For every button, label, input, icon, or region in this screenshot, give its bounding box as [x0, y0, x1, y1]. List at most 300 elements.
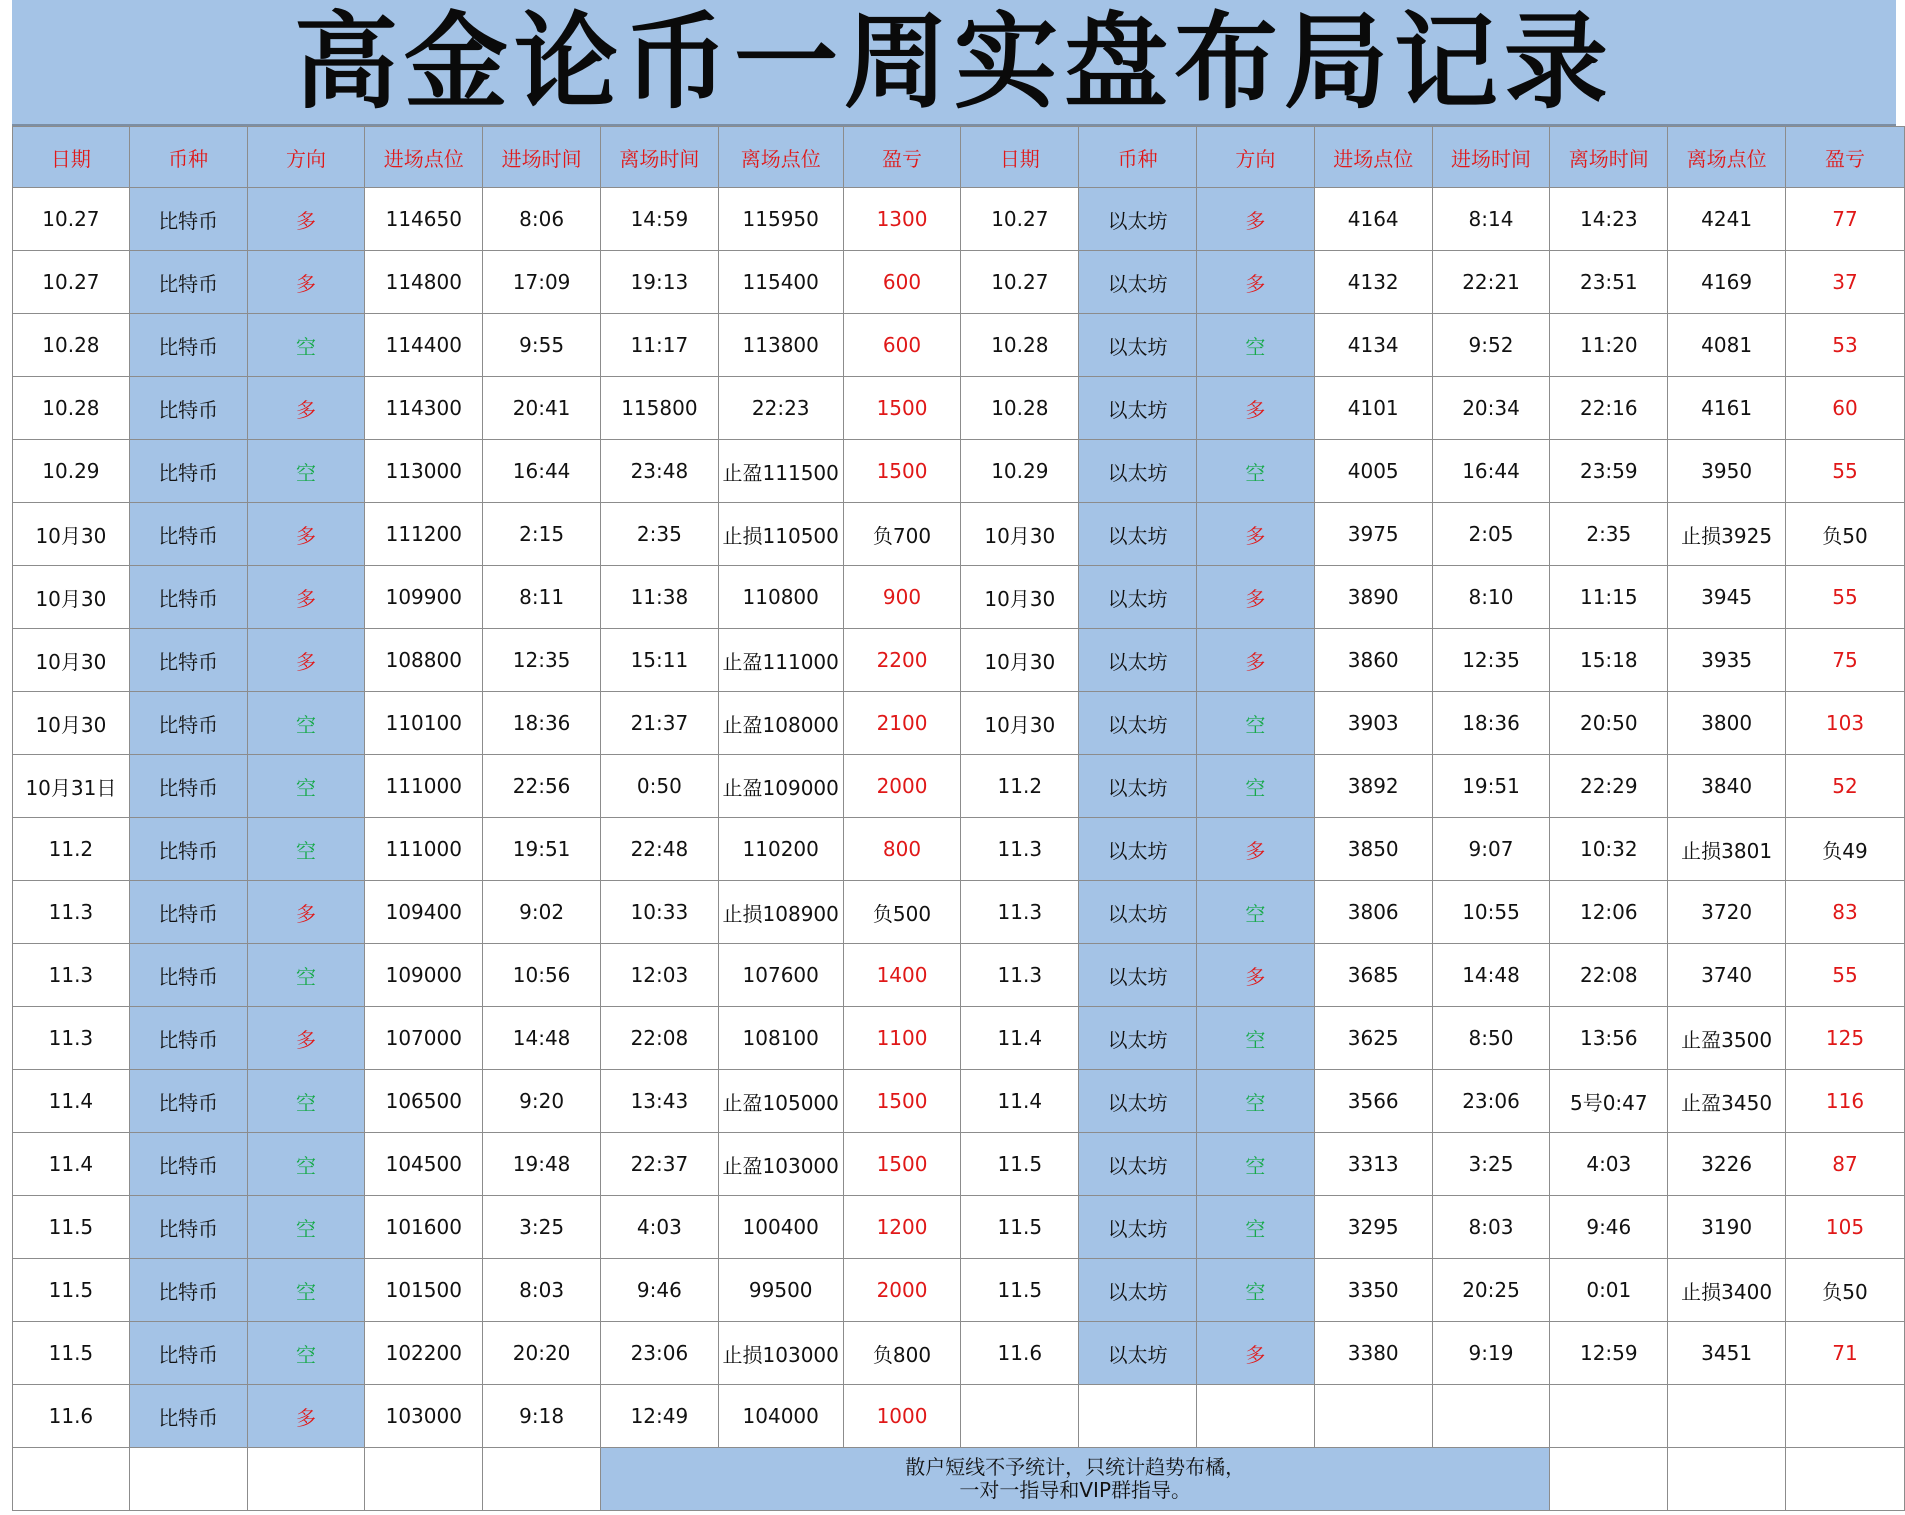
- eth-coin-cell: 以太坊: [1079, 1196, 1197, 1259]
- note-row: [13, 1448, 1905, 1511]
- eth-date-cell: 11.5: [961, 1133, 1079, 1196]
- eth-pnl-cell: 负50: [1786, 1259, 1905, 1322]
- eth-exit-price-cell: 3800: [1668, 692, 1786, 755]
- btc-header-date: 日期: [13, 127, 130, 188]
- btc-pnl-cell: 1500: [843, 440, 961, 503]
- btc-direction-cell: 空: [247, 755, 365, 818]
- btc-date-cell: 10.27: [13, 188, 130, 251]
- btc-exit-price-cell: 止损108900: [718, 881, 843, 944]
- eth-direction-cell: 多: [1197, 944, 1315, 1007]
- eth-exit-price-cell: 止损3925: [1668, 503, 1786, 566]
- eth-coin-cell: 以太坊: [1079, 629, 1197, 692]
- empty-cell: [1786, 1385, 1905, 1448]
- eth-exit-time-cell: 4:03: [1550, 1133, 1668, 1196]
- btc-direction-cell: 空: [247, 314, 365, 377]
- btc-exit-time-cell: 23:06: [600, 1322, 718, 1385]
- eth-direction-cell: 空: [1197, 755, 1315, 818]
- btc-entry-price-cell: 109900: [365, 566, 483, 629]
- eth-direction-cell: 空: [1197, 1070, 1315, 1133]
- btc-pnl-cell: 1500: [843, 377, 961, 440]
- eth-direction-cell: 多: [1197, 377, 1315, 440]
- eth-date-cell: 11.3: [961, 818, 1079, 881]
- eth-entry-price-cell: 4101: [1314, 377, 1432, 440]
- btc-exit-time-cell: 22:48: [600, 818, 718, 881]
- btc-exit-price-cell: 107600: [718, 944, 843, 1007]
- btc-coin-cell: 比特币: [129, 377, 247, 440]
- eth-exit-price-cell: 3740: [1668, 944, 1786, 1007]
- eth-date-cell: 10月30: [961, 566, 1079, 629]
- eth-direction-cell: 多: [1197, 1322, 1315, 1385]
- eth-entry-time-cell: 16:44: [1432, 440, 1550, 503]
- eth-entry-price-cell: 3350: [1314, 1259, 1432, 1322]
- btc-pnl-cell: 600: [843, 314, 961, 377]
- btc-exit-price-cell: 99500: [718, 1259, 843, 1322]
- eth-pnl-cell: 83: [1786, 881, 1905, 944]
- eth-pnl-cell: 103: [1786, 692, 1905, 755]
- btc-exit-time-cell: 22:08: [600, 1007, 718, 1070]
- eth-pnl-cell: 71: [1786, 1322, 1905, 1385]
- btc-exit-price-cell: 止盈111500: [718, 440, 843, 503]
- eth-date-cell: 11.5: [961, 1196, 1079, 1259]
- eth-date-cell: 10月30: [961, 692, 1079, 755]
- summary-note: [600, 1448, 1549, 1511]
- btc-entry-time-cell: 8:03: [483, 1259, 601, 1322]
- eth-entry-time-cell: 8:50: [1432, 1007, 1550, 1070]
- eth-pnl-cell: 55: [1786, 944, 1905, 1007]
- eth-pnl-cell: 87: [1786, 1133, 1905, 1196]
- btc-entry-time-cell: 14:48: [483, 1007, 601, 1070]
- eth-exit-time-cell: 12:06: [1550, 881, 1668, 944]
- note-line: 一对一指导和VIP群指导。: [959, 1478, 1192, 1502]
- btc-entry-time-cell: 9:02: [483, 881, 601, 944]
- btc-pnl-cell: 1100: [843, 1007, 961, 1070]
- btc-exit-price-cell: 止损110500: [718, 503, 843, 566]
- eth-date-cell: 11.4: [961, 1007, 1079, 1070]
- eth-entry-time-cell: 23:06: [1432, 1070, 1550, 1133]
- empty-cell: [483, 1448, 601, 1511]
- eth-exit-time-cell: 2:35: [1550, 503, 1668, 566]
- btc-exit-time-cell: 10:33: [600, 881, 718, 944]
- btc-date-cell: 11.3: [13, 881, 130, 944]
- empty-cell: [1197, 1385, 1315, 1448]
- empty-cell: [365, 1448, 483, 1511]
- eth-direction-cell: 空: [1197, 314, 1315, 377]
- btc-exit-price-cell: 115400: [718, 251, 843, 314]
- btc-entry-time-cell: 8:06: [483, 188, 601, 251]
- eth-coin-cell: 以太坊: [1079, 755, 1197, 818]
- eth-direction-cell: 多: [1197, 188, 1315, 251]
- btc-entry-price-cell: 103000: [365, 1385, 483, 1448]
- btc-entry-price-cell: 111200: [365, 503, 483, 566]
- eth-date-cell: 10月30: [961, 629, 1079, 692]
- btc-coin-cell: 比特币: [129, 1385, 247, 1448]
- empty-cell: [1550, 1385, 1668, 1448]
- table-row: [13, 881, 1905, 944]
- btc-header-exit-time: 离场时间: [600, 127, 718, 188]
- btc-coin-cell: 比特币: [129, 1322, 247, 1385]
- eth-entry-price-cell: 3380: [1314, 1322, 1432, 1385]
- eth-date-cell: 11.5: [961, 1259, 1079, 1322]
- btc-exit-time-cell: 0:50: [600, 755, 718, 818]
- eth-coin-cell: 以太坊: [1079, 1007, 1197, 1070]
- eth-exit-time-cell: 22:08: [1550, 944, 1668, 1007]
- eth-exit-price-cell: 4161: [1668, 377, 1786, 440]
- eth-direction-cell: 多: [1197, 251, 1315, 314]
- btc-exit-time-cell: 21:37: [600, 692, 718, 755]
- btc-pnl-cell: 2000: [843, 1259, 961, 1322]
- table-row: [13, 1070, 1905, 1133]
- eth-entry-price-cell: 3806: [1314, 881, 1432, 944]
- btc-exit-price-cell: 104000: [718, 1385, 843, 1448]
- btc-entry-price-cell: 114400: [365, 314, 483, 377]
- eth-exit-time-cell: 15:18: [1550, 629, 1668, 692]
- eth-exit-price-cell: 3720: [1668, 881, 1786, 944]
- btc-entry-time-cell: 20:41: [483, 377, 601, 440]
- btc-exit-price-cell: 止盈105000: [718, 1070, 843, 1133]
- btc-date-cell: 11.2: [13, 818, 130, 881]
- eth-entry-time-cell: 18:36: [1432, 692, 1550, 755]
- btc-exit-time-cell: 9:46: [600, 1259, 718, 1322]
- btc-entry-price-cell: 108800: [365, 629, 483, 692]
- eth-coin-cell: 以太坊: [1079, 314, 1197, 377]
- table-row: [13, 566, 1905, 629]
- table-row: [13, 818, 1905, 881]
- eth-date-cell: 10.27: [961, 251, 1079, 314]
- btc-coin-cell: 比特币: [129, 818, 247, 881]
- btc-entry-time-cell: 9:20: [483, 1070, 601, 1133]
- btc-exit-time-cell: 13:43: [600, 1070, 718, 1133]
- eth-direction-cell: 空: [1197, 1133, 1315, 1196]
- btc-date-cell: 10月30: [13, 629, 130, 692]
- btc-exit-time-cell: 11:17: [600, 314, 718, 377]
- eth-coin-cell: 以太坊: [1079, 1322, 1197, 1385]
- table-row: [13, 629, 1905, 692]
- table-row: [13, 1007, 1905, 1070]
- btc-exit-price-cell: 110200: [718, 818, 843, 881]
- eth-entry-price-cell: 3860: [1314, 629, 1432, 692]
- btc-exit-time-cell: 115800: [600, 377, 718, 440]
- btc-coin-cell: 比特币: [129, 440, 247, 503]
- eth-exit-time-cell: 22:29: [1550, 755, 1668, 818]
- eth-exit-price-cell: 4081: [1668, 314, 1786, 377]
- eth-direction-cell: 空: [1197, 1007, 1315, 1070]
- btc-date-cell: 10月31日: [13, 755, 130, 818]
- table-row: [13, 377, 1905, 440]
- eth-exit-price-cell: 3840: [1668, 755, 1786, 818]
- btc-entry-time-cell: 18:36: [483, 692, 601, 755]
- btc-pnl-cell: 负700: [843, 503, 961, 566]
- btc-date-cell: 10.28: [13, 377, 130, 440]
- eth-direction-cell: 空: [1197, 881, 1315, 944]
- eth-exit-time-cell: 11:20: [1550, 314, 1668, 377]
- eth-coin-cell: 以太坊: [1079, 1259, 1197, 1322]
- eth-header-exit-time: 离场时间: [1550, 127, 1668, 188]
- btc-entry-time-cell: 2:15: [483, 503, 601, 566]
- btc-exit-price-cell: 108100: [718, 1007, 843, 1070]
- btc-direction-cell: 多: [247, 377, 365, 440]
- eth-entry-price-cell: 4164: [1314, 188, 1432, 251]
- btc-coin-cell: 比特币: [129, 188, 247, 251]
- btc-pnl-cell: 2000: [843, 755, 961, 818]
- eth-entry-time-cell: 19:51: [1432, 755, 1550, 818]
- btc-pnl-cell: 1500: [843, 1133, 961, 1196]
- btc-entry-price-cell: 114650: [365, 188, 483, 251]
- eth-header-entry-price: 进场点位: [1314, 127, 1432, 188]
- btc-exit-time-cell: 4:03: [600, 1196, 718, 1259]
- empty-cell: [1550, 1448, 1668, 1511]
- btc-exit-price-cell: 止盈111000: [718, 629, 843, 692]
- eth-entry-price-cell: 3892: [1314, 755, 1432, 818]
- btc-date-cell: 11.5: [13, 1259, 130, 1322]
- btc-pnl-cell: 1400: [843, 944, 961, 1007]
- btc-entry-time-cell: 19:48: [483, 1133, 601, 1196]
- eth-date-cell: 10.29: [961, 440, 1079, 503]
- eth-direction-cell: 多: [1197, 629, 1315, 692]
- btc-date-cell: 10.27: [13, 251, 130, 314]
- eth-exit-time-cell: 23:59: [1550, 440, 1668, 503]
- eth-header-exit-price: 离场点位: [1668, 127, 1786, 188]
- btc-header-coin: 币种: [129, 127, 247, 188]
- eth-pnl-cell: 75: [1786, 629, 1905, 692]
- eth-header-entry-time: 进场时间: [1432, 127, 1550, 188]
- empty-cell: [247, 1448, 365, 1511]
- eth-date-cell: 10.28: [961, 377, 1079, 440]
- btc-entry-time-cell: 20:20: [483, 1322, 601, 1385]
- btc-coin-cell: 比特币: [129, 566, 247, 629]
- eth-date-cell: 10月30: [961, 503, 1079, 566]
- btc-entry-price-cell: 113000: [365, 440, 483, 503]
- btc-pnl-cell: 1300: [843, 188, 961, 251]
- eth-direction-cell: 空: [1197, 692, 1315, 755]
- table-row: [13, 944, 1905, 1007]
- btc-entry-time-cell: 3:25: [483, 1196, 601, 1259]
- btc-entry-time-cell: 22:56: [483, 755, 601, 818]
- eth-entry-time-cell: 9:52: [1432, 314, 1550, 377]
- btc-exit-price-cell: 止损103000: [718, 1322, 843, 1385]
- btc-date-cell: 11.4: [13, 1133, 130, 1196]
- btc-pnl-cell: 1500: [843, 1070, 961, 1133]
- eth-entry-time-cell: 2:05: [1432, 503, 1550, 566]
- eth-pnl-cell: 105: [1786, 1196, 1905, 1259]
- table-row: [13, 503, 1905, 566]
- table-row: [13, 1196, 1905, 1259]
- btc-entry-time-cell: 17:09: [483, 251, 601, 314]
- eth-date-cell: 11.2: [961, 755, 1079, 818]
- btc-header-direction: 方向: [247, 127, 365, 188]
- btc-exit-price-cell: 110800: [718, 566, 843, 629]
- btc-entry-time-cell: 16:44: [483, 440, 601, 503]
- btc-entry-price-cell: 114300: [365, 377, 483, 440]
- eth-exit-price-cell: 3190: [1668, 1196, 1786, 1259]
- sheet-edge: [1896, 0, 1905, 124]
- btc-direction-cell: 空: [247, 944, 365, 1007]
- eth-date-cell: 10.27: [961, 188, 1079, 251]
- eth-exit-price-cell: 止损3400: [1668, 1259, 1786, 1322]
- eth-coin-cell: 以太坊: [1079, 1070, 1197, 1133]
- eth-exit-price-cell: 4169: [1668, 251, 1786, 314]
- btc-header-entry-time: 进场时间: [483, 127, 601, 188]
- btc-exit-time-cell: 11:38: [600, 566, 718, 629]
- eth-exit-time-cell: 14:23: [1550, 188, 1668, 251]
- btc-direction-cell: 空: [247, 1196, 365, 1259]
- note-line: 散户短线不予统计，只统计趋势布橘，: [905, 1455, 1246, 1479]
- btc-exit-time-cell: 23:48: [600, 440, 718, 503]
- eth-entry-price-cell: 3685: [1314, 944, 1432, 1007]
- eth-entry-price-cell: 3903: [1314, 692, 1432, 755]
- btc-exit-price-cell: 115950: [718, 188, 843, 251]
- eth-exit-time-cell: 12:59: [1550, 1322, 1668, 1385]
- eth-pnl-cell: 77: [1786, 188, 1905, 251]
- btc-date-cell: 11.5: [13, 1322, 130, 1385]
- eth-exit-price-cell: 3451: [1668, 1322, 1786, 1385]
- btc-date-cell: 10.28: [13, 314, 130, 377]
- btc-entry-time-cell: 8:11: [483, 566, 601, 629]
- page-title: 高金论币一周实盘布局记录: [293, 1, 1614, 123]
- eth-date-cell: 11.4: [961, 1070, 1079, 1133]
- btc-entry-price-cell: 101500: [365, 1259, 483, 1322]
- btc-direction-cell: 空: [247, 692, 365, 755]
- eth-exit-price-cell: 止盈3450: [1668, 1070, 1786, 1133]
- eth-date-cell: 11.6: [961, 1322, 1079, 1385]
- btc-header-entry-price: 进场点位: [365, 127, 483, 188]
- empty-cell: [961, 1385, 1079, 1448]
- eth-direction-cell: 多: [1197, 566, 1315, 629]
- table-row: [13, 1259, 1905, 1322]
- eth-header-date: 日期: [961, 127, 1079, 188]
- eth-entry-time-cell: 8:10: [1432, 566, 1550, 629]
- btc-coin-cell: 比特币: [129, 629, 247, 692]
- btc-direction-cell: 空: [247, 1259, 365, 1322]
- eth-entry-time-cell: 9:07: [1432, 818, 1550, 881]
- title-banner: [12, 0, 1896, 126]
- eth-entry-price-cell: 4005: [1314, 440, 1432, 503]
- empty-cell: [1079, 1385, 1197, 1448]
- btc-direction-cell: 多: [247, 881, 365, 944]
- btc-pnl-cell: 负500: [843, 881, 961, 944]
- eth-pnl-cell: 60: [1786, 377, 1905, 440]
- btc-entry-price-cell: 114800: [365, 251, 483, 314]
- btc-date-cell: 10.29: [13, 440, 130, 503]
- eth-entry-price-cell: 3566: [1314, 1070, 1432, 1133]
- table-row: [13, 755, 1905, 818]
- trade-records-table: [12, 126, 1905, 1511]
- btc-entry-time-cell: 12:35: [483, 629, 601, 692]
- eth-entry-time-cell: 8:03: [1432, 1196, 1550, 1259]
- eth-header-coin: 币种: [1079, 127, 1197, 188]
- btc-direction-cell: 多: [247, 566, 365, 629]
- eth-date-cell: 10.28: [961, 314, 1079, 377]
- eth-exit-price-cell: 止盈3500: [1668, 1007, 1786, 1070]
- eth-entry-price-cell: 3890: [1314, 566, 1432, 629]
- table-row: [13, 440, 1905, 503]
- btc-exit-time-cell: 12:03: [600, 944, 718, 1007]
- btc-pnl-cell: 2200: [843, 629, 961, 692]
- table-row: [13, 1322, 1905, 1385]
- eth-coin-cell: 以太坊: [1079, 692, 1197, 755]
- btc-direction-cell: 空: [247, 1322, 365, 1385]
- eth-pnl-cell: 53: [1786, 314, 1905, 377]
- empty-cell: [1668, 1448, 1786, 1511]
- btc-direction-cell: 空: [247, 818, 365, 881]
- eth-entry-price-cell: 4134: [1314, 314, 1432, 377]
- empty-cell: [1432, 1385, 1550, 1448]
- eth-direction-cell: 多: [1197, 818, 1315, 881]
- btc-coin-cell: 比特币: [129, 1259, 247, 1322]
- eth-header-direction: 方向: [1197, 127, 1315, 188]
- eth-coin-cell: 以太坊: [1079, 566, 1197, 629]
- btc-pnl-cell: 1000: [843, 1385, 961, 1448]
- btc-entry-time-cell: 9:55: [483, 314, 601, 377]
- eth-pnl-cell: 55: [1786, 566, 1905, 629]
- eth-pnl-cell: 52: [1786, 755, 1905, 818]
- eth-pnl-cell: 55: [1786, 440, 1905, 503]
- empty-cell: [129, 1448, 247, 1511]
- eth-coin-cell: 以太坊: [1079, 818, 1197, 881]
- btc-exit-time-cell: 15:11: [600, 629, 718, 692]
- btc-date-cell: 10月30: [13, 503, 130, 566]
- eth-date-cell: 11.3: [961, 881, 1079, 944]
- eth-exit-time-cell: 13:56: [1550, 1007, 1668, 1070]
- eth-coin-cell: 以太坊: [1079, 1133, 1197, 1196]
- table-row: [13, 692, 1905, 755]
- btc-exit-time-cell: 12:49: [600, 1385, 718, 1448]
- btc-coin-cell: 比特币: [129, 881, 247, 944]
- eth-exit-time-cell: 0:01: [1550, 1259, 1668, 1322]
- eth-entry-time-cell: 3:25: [1432, 1133, 1550, 1196]
- eth-exit-time-cell: 10:32: [1550, 818, 1668, 881]
- eth-entry-time-cell: 12:35: [1432, 629, 1550, 692]
- eth-exit-price-cell: 3950: [1668, 440, 1786, 503]
- btc-direction-cell: 空: [247, 1133, 365, 1196]
- btc-direction-cell: 多: [247, 251, 365, 314]
- btc-direction-cell: 多: [247, 1007, 365, 1070]
- header-row: [13, 127, 1905, 188]
- eth-exit-time-cell: 9:46: [1550, 1196, 1668, 1259]
- btc-exit-time-cell: 2:35: [600, 503, 718, 566]
- btc-coin-cell: 比特币: [129, 755, 247, 818]
- btc-direction-cell: 多: [247, 1385, 365, 1448]
- eth-entry-price-cell: 3975: [1314, 503, 1432, 566]
- btc-direction-cell: 空: [247, 1070, 365, 1133]
- eth-entry-time-cell: 20:34: [1432, 377, 1550, 440]
- btc-date-cell: 11.3: [13, 1007, 130, 1070]
- btc-date-cell: 11.4: [13, 1070, 130, 1133]
- eth-entry-time-cell: 14:48: [1432, 944, 1550, 1007]
- eth-entry-time-cell: 9:19: [1432, 1322, 1550, 1385]
- empty-cell: [1786, 1448, 1905, 1511]
- btc-coin-cell: 比特币: [129, 1196, 247, 1259]
- table-row: [13, 251, 1905, 314]
- eth-direction-cell: 空: [1197, 1196, 1315, 1259]
- eth-coin-cell: 以太坊: [1079, 440, 1197, 503]
- eth-coin-cell: 以太坊: [1079, 503, 1197, 566]
- btc-date-cell: 10月30: [13, 566, 130, 629]
- eth-exit-time-cell: 20:50: [1550, 692, 1668, 755]
- eth-coin-cell: 以太坊: [1079, 944, 1197, 1007]
- btc-pnl-cell: 600: [843, 251, 961, 314]
- eth-pnl-cell: 125: [1786, 1007, 1905, 1070]
- table-row: [13, 1385, 1905, 1448]
- btc-exit-price-cell: 100400: [718, 1196, 843, 1259]
- eth-entry-price-cell: 3850: [1314, 818, 1432, 881]
- eth-coin-cell: 以太坊: [1079, 251, 1197, 314]
- btc-exit-price-cell: 22:23: [718, 377, 843, 440]
- btc-pnl-cell: 1200: [843, 1196, 961, 1259]
- btc-date-cell: 11.6: [13, 1385, 130, 1448]
- eth-pnl-cell: 负50: [1786, 503, 1905, 566]
- eth-pnl-cell: 37: [1786, 251, 1905, 314]
- btc-coin-cell: 比特币: [129, 1133, 247, 1196]
